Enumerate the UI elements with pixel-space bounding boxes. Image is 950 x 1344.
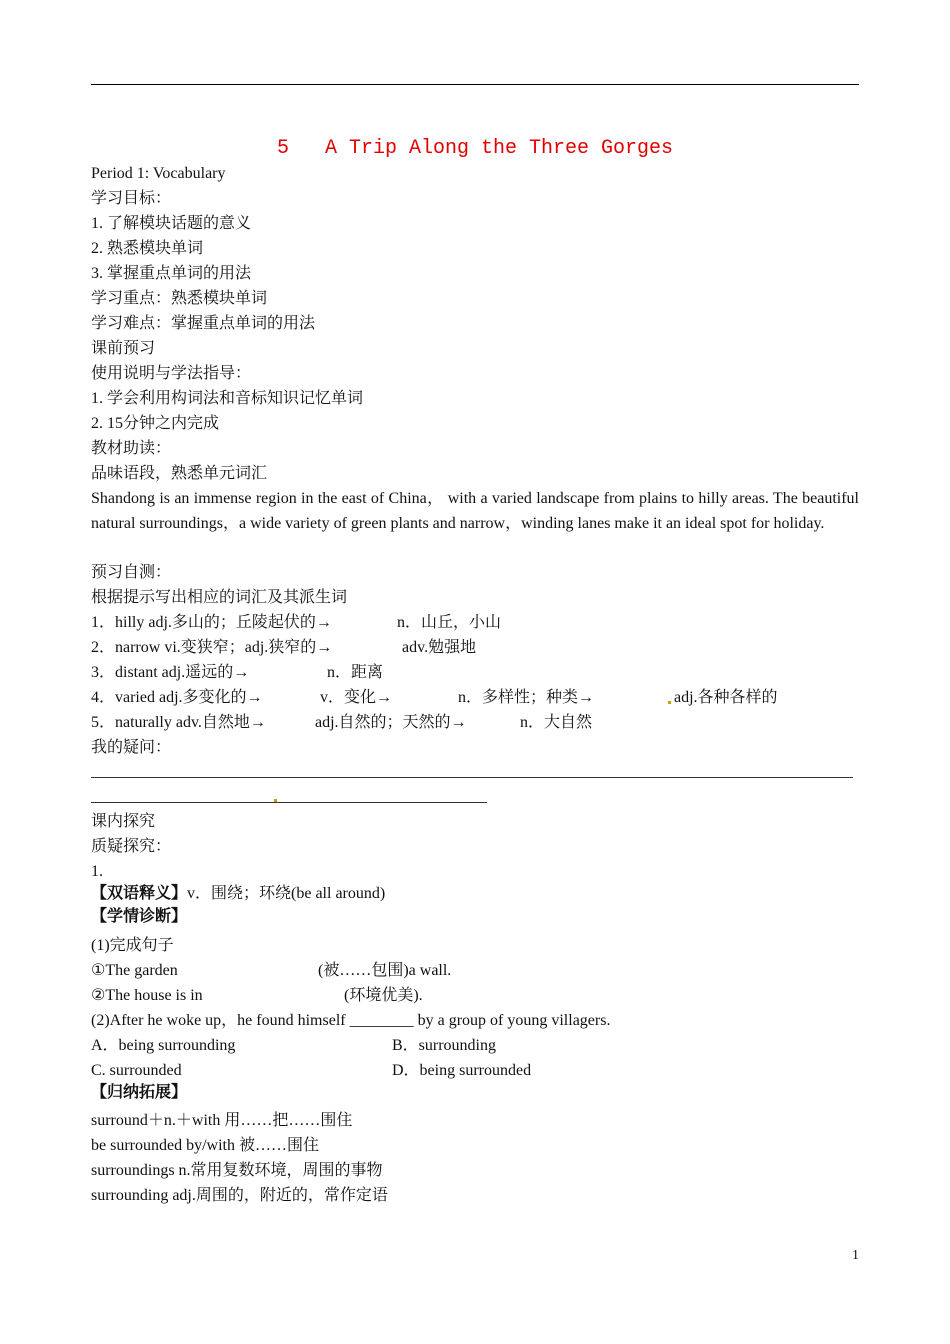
aid-text: 品味语段，熟悉单元词汇 xyxy=(91,465,268,482)
vocab-row-5-a: 5．naturally adv.自然地→ xyxy=(91,714,266,731)
summary-1: surround＋n.＋with 用……把……围住 xyxy=(91,1112,353,1129)
sentence-2-start: ②The house is in xyxy=(91,987,203,1004)
definition-text: v．围绕；环绕(be all around) xyxy=(187,885,386,902)
header-rule xyxy=(91,84,859,85)
summary-4: surrounding adj.周围的，附近的，常作定语 xyxy=(91,1187,388,1204)
definition-line xyxy=(91,884,385,904)
aid-heading: 教材助读： xyxy=(91,440,172,457)
option-c: C. surrounded xyxy=(91,1062,182,1079)
option-b: B．surrounding xyxy=(392,1037,497,1054)
page-title: 5 A Trip Along the Three Gorges xyxy=(276,137,674,160)
vocab-row-1-a: 1．hilly adj.多山的；丘陵起伏的→ xyxy=(91,614,332,631)
goal-1: 1. 了解模块话题的意义 xyxy=(91,215,252,232)
vocab-row-3-a: 3．distant adj.遥远的→ xyxy=(91,664,250,681)
difficulty-line: 学习难点：掌握重点单词的用法 xyxy=(91,315,316,332)
vocab-row-5-b: adj.自然的；天然的→ xyxy=(315,714,467,731)
selftest-heading: 预习自测： xyxy=(91,564,172,581)
definition-label: 【双语释义】 xyxy=(91,885,188,902)
explore-heading: 课内探究 xyxy=(91,813,156,830)
preview-heading: 课前预习 xyxy=(91,340,156,357)
selftest-instruction: 根据提示写出相应的词汇及其派生词 xyxy=(91,589,348,606)
summary-3: surroundings n.常用复数环境，周围的事物 xyxy=(91,1162,383,1179)
guide-1: 1. 学会利用构词法和音标知识记忆单词 xyxy=(91,390,364,407)
vocab-row-2-b: adv.勉强地 xyxy=(402,639,477,656)
vocab-row-2-a: 2．narrow vi.变狭窄；adj.狭窄的→ xyxy=(91,639,333,656)
vocab-row-3-b: n．距离 xyxy=(327,664,384,681)
mark-dot xyxy=(274,799,277,802)
summary-2: be surrounded by/with 被……围住 xyxy=(91,1137,319,1154)
vocab-row-4-c: n．多样性；种类→ xyxy=(458,689,595,706)
goal-3: 3. 掌握重点单词的用法 xyxy=(91,265,252,282)
answer-line-2 xyxy=(91,802,487,803)
goals-heading: 学习目标： xyxy=(91,190,172,207)
option-d: D．being surrounded xyxy=(392,1062,532,1079)
vocab-row-1-b: n．山丘，小山 xyxy=(397,614,502,631)
questions-heading: 我的疑问： xyxy=(91,739,172,756)
guide-heading: 使用说明与学法指导： xyxy=(91,365,252,382)
vocab-row-4-b: v．变化→ xyxy=(320,689,393,706)
question-2: (2)After he woke up，he found himself ________ by a group of young villagers. xyxy=(91,1012,611,1029)
complete-sentence-heading: (1)完成句子 xyxy=(91,937,174,954)
sentence-1-end: (被……包围)a wall. xyxy=(318,962,452,979)
mark-dot xyxy=(668,701,671,704)
period-label: Period 1: Vocabulary xyxy=(91,165,226,182)
summary-label: 【归纳拓展】 xyxy=(91,1084,188,1101)
page-number: 1 xyxy=(852,1248,859,1263)
answer-line-1 xyxy=(91,777,853,778)
item-number: 1. xyxy=(91,863,103,880)
focus-line: 学习重点：熟悉模块单词 xyxy=(91,290,268,307)
sentence-1-start: ①The garden xyxy=(91,962,178,979)
goal-2: 2. 熟悉模块单词 xyxy=(91,240,204,257)
vocab-row-4-a: 4．varied adj.多变化的→ xyxy=(91,689,263,706)
sentence-2-end: (环境优美). xyxy=(344,987,423,1004)
option-a: A．being surrounding xyxy=(91,1037,236,1054)
vocab-row-4-d: adj.各种各样的 xyxy=(674,689,778,706)
guide-2: 2. 15分钟之内完成 xyxy=(91,415,220,432)
explore-question-heading: 质疑探究： xyxy=(91,838,172,855)
reading-passage: Shandong is an immense region in the east of China， with a varied landscape from plains to hilly areas. The beautiful natural surroundings，a wide variety of green plants and narrow，winding lanes make it an ideal spot for holiday. xyxy=(91,490,859,532)
diagnosis-label: 【学情诊断】 xyxy=(91,908,188,925)
vocab-row-5-c: n．大自然 xyxy=(520,714,593,731)
